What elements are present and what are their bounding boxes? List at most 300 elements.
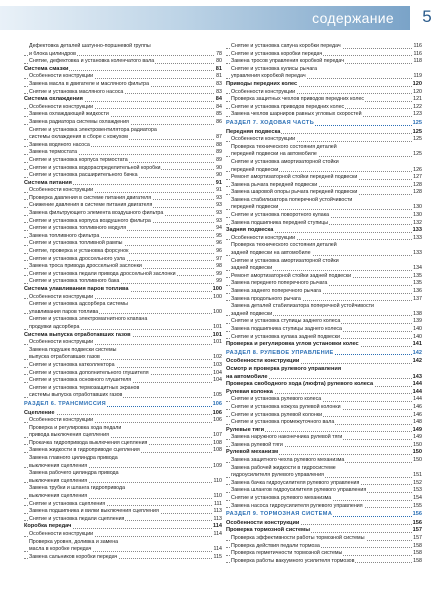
toc-entry-page: 128 xyxy=(413,189,422,196)
toc-section-entry[interactable] xyxy=(226,358,422,366)
toc-entry-page: 108 xyxy=(213,447,222,454)
toc-entry-page: 149 xyxy=(412,426,422,433)
toc-entry-page: 156 xyxy=(412,511,422,518)
toc-entry[interactable] xyxy=(24,432,222,440)
toc-entry-page: 98 xyxy=(216,263,222,270)
toc-entry-title: Проверка и регулировка углов установки колес xyxy=(226,341,359,348)
toc-entry[interactable] xyxy=(24,271,222,279)
toc-entry-title: Передняя подвеска xyxy=(226,128,281,135)
toc-entry-title: Система смазки xyxy=(24,65,69,72)
toc-entry[interactable] xyxy=(24,316,222,324)
toc-entry[interactable] xyxy=(24,218,222,226)
toc-entry-title: Замена рабочей жидкости в гидросистеме xyxy=(231,464,336,471)
toc-entry[interactable] xyxy=(226,58,422,66)
toc-entry-page: 125 xyxy=(412,128,422,135)
toc-entry-page: 113 xyxy=(213,508,222,515)
toc-entry-title: Снятие и установка дополнительного глушителя xyxy=(29,369,149,376)
toc-entry-title: Замена защитного чехла рулевого механизма xyxy=(231,457,345,464)
toc-section-entry[interactable] xyxy=(226,366,422,374)
toc-entry-title: Особенности конструкции xyxy=(29,73,94,80)
toc-entry-title: Снятие и установка сапуна коробки передач xyxy=(231,43,341,49)
toc-entry-title: Проверка защитных чехлов приводов передних колес xyxy=(231,96,365,103)
toc-entry-page: 90 xyxy=(216,164,222,171)
toc-entry-title: системы выпуска отработавших газов xyxy=(29,392,123,399)
toc-entry-page: 114 xyxy=(213,546,222,553)
toc-entry-page: 84 xyxy=(216,103,222,110)
toc-entry[interactable] xyxy=(226,174,422,182)
toc-entry-page: 123 xyxy=(413,111,422,118)
toc-entry-title: Снятие и установка кожуха рулевой колонки xyxy=(231,403,341,410)
toc-entry[interactable] xyxy=(24,240,222,248)
toc-entry-page: 133 xyxy=(413,250,422,257)
toc-entry[interactable] xyxy=(226,189,422,197)
toc-entry-title: передней подвески на автомобиле xyxy=(231,151,317,158)
toc-entry-page: 148 xyxy=(413,419,422,426)
toc-entry[interactable] xyxy=(226,273,422,281)
toc-entry-page: 125 xyxy=(412,119,422,126)
toc-entry-title: задней подвески xyxy=(231,265,273,272)
toc-entry[interactable] xyxy=(226,51,422,59)
toc-entry[interactable] xyxy=(226,487,422,495)
toc-entry-title: Снятие и установка приводов передних колес xyxy=(231,103,345,110)
toc-entry[interactable] xyxy=(226,144,422,152)
toc-entry[interactable] xyxy=(24,455,222,463)
toc-entry-title: Прокачка гидропривода выключения сцепления xyxy=(29,439,148,446)
toc-entry[interactable] xyxy=(226,197,422,205)
toc-entry-title: Снятие и установка топливного модуля xyxy=(29,225,127,232)
toc-entry[interactable] xyxy=(24,127,222,135)
toc-entry[interactable] xyxy=(24,354,222,362)
toc-entry[interactable] xyxy=(226,442,422,450)
toc-entry[interactable] xyxy=(226,311,422,319)
toc-section-entry[interactable] xyxy=(226,81,422,89)
toc-entry-title: Проверка герметичности тормозной системы xyxy=(231,550,343,557)
toc-entry-title: Замена жидкости в гидроприводе сцепления xyxy=(29,447,140,454)
toc-entry-title: выключения сцепления xyxy=(29,493,88,500)
toc-entry-page: 107 xyxy=(213,432,222,439)
toc-entry[interactable] xyxy=(24,485,222,493)
toc-entry-page: 103 xyxy=(213,361,222,368)
toc-entry-page: 135 xyxy=(413,280,422,287)
toc-entry-page: 100 xyxy=(212,286,222,292)
toc-entry[interactable] xyxy=(24,43,222,51)
toc-entry[interactable] xyxy=(226,465,422,473)
toc-entry-page: 101 xyxy=(212,331,222,338)
toc-section-entry[interactable] xyxy=(226,389,422,397)
toc-entry-page: 94 xyxy=(216,225,222,232)
toc-section-entry[interactable] xyxy=(226,341,422,349)
toc-entry-page: 78 xyxy=(216,50,222,57)
toc-entry[interactable] xyxy=(226,43,422,51)
toc-entry[interactable] xyxy=(24,119,222,127)
toc-entry[interactable] xyxy=(24,554,222,562)
toc-entry[interactable] xyxy=(24,195,222,203)
toc-entry[interactable] xyxy=(226,543,422,551)
toc-entry-title: Осмотр и проверка рулевого управления xyxy=(226,365,342,372)
toc-section-entry[interactable] xyxy=(226,520,422,528)
toc-section-entry[interactable] xyxy=(24,286,222,294)
toc-entry-page: 132 xyxy=(413,219,422,226)
toc-section-entry[interactable] xyxy=(226,374,422,382)
toc-entry-page: 113 xyxy=(213,515,222,522)
toc-entry-title: улавливания паров топлива xyxy=(29,308,99,315)
toc-chapter-heading[interactable] xyxy=(226,350,422,358)
toc-entry-page: 105 xyxy=(213,392,222,399)
toc-entry-page: 104 xyxy=(213,377,222,384)
toc-entry-page: 115 xyxy=(213,553,222,560)
toc-entry-page: 104 xyxy=(213,369,222,376)
toc-entry[interactable] xyxy=(24,440,222,448)
toc-entry[interactable] xyxy=(226,472,422,480)
toc-section-entry[interactable] xyxy=(226,129,422,137)
toc-entry[interactable] xyxy=(226,204,422,212)
toc-entry-page: 85 xyxy=(216,111,222,118)
toc-entry-page: 144 xyxy=(413,396,422,403)
toc-entry-title: Система выпуска отработавших газов xyxy=(24,331,131,338)
toc-entry[interactable] xyxy=(24,425,222,433)
toc-section-entry[interactable] xyxy=(24,332,222,340)
toc-chapter-heading[interactable] xyxy=(226,120,422,128)
toc-entry-title: Снятие и установка дроссельного узла xyxy=(29,255,125,262)
toc-entry[interactable] xyxy=(226,212,422,220)
toc-entry-title: РАЗДЕЛ 8. РУЛЕВОЕ УПРАВЛЕНИЕ xyxy=(226,349,334,356)
toc-entry-title: Замена трубки и шланга гидропривода xyxy=(29,485,126,492)
toc-entry[interactable] xyxy=(24,165,222,173)
toc-entry-title: РАЗДЕЛ 7. ХОДОВАЯ ЧАСТЬ xyxy=(226,119,315,126)
toc-entry-title: Задняя подвеска xyxy=(226,227,274,234)
toc-entry[interactable] xyxy=(226,159,422,167)
toc-entry[interactable] xyxy=(24,73,222,81)
toc-entry[interactable] xyxy=(24,309,222,317)
toc-entry-title: Снятие и установка корпуса термостата xyxy=(29,156,128,163)
toc-entry-title: Коробка передач xyxy=(24,523,72,530)
toc-entry-title: продувки адсорбера xyxy=(29,323,80,330)
toc-entry-title: Проверка технического состояния деталей xyxy=(231,242,337,249)
toc-entry-title: Замена шлангов гидроусилителя рулевого управления xyxy=(231,487,367,494)
toc-entry[interactable] xyxy=(226,250,422,258)
toc-entry-page: 100 xyxy=(213,293,222,300)
toc-entry-page: 150 xyxy=(413,457,422,464)
toc-entry[interactable] xyxy=(226,404,422,412)
toc-entry[interactable] xyxy=(226,66,422,74)
toc-entry[interactable] xyxy=(24,347,222,355)
toc-entry-page: 127 xyxy=(413,174,422,181)
toc-entry-page: 154 xyxy=(413,495,422,502)
toc-entry-title: Снятие и установка электромагнитного клапана xyxy=(29,316,148,323)
toc-entry-title: Замена подшипника передней ступицы xyxy=(231,219,329,226)
toc-entry-title: Замена радиатора системы охлаждения xyxy=(29,118,129,125)
toc-entry[interactable] xyxy=(24,370,222,378)
toc-entry-page: 130 xyxy=(413,204,422,211)
toc-entry-title: Снятие и установка адсорбера системы xyxy=(29,301,128,308)
toc-entry[interactable] xyxy=(226,167,422,175)
toc-left-column xyxy=(24,43,222,561)
toc-entry-page: 99 xyxy=(216,278,222,285)
toc-entry[interactable] xyxy=(226,419,422,427)
toc-entry[interactable] xyxy=(226,457,422,465)
toc-entry-title: Замена насоса гидроусилителя рулевого управления xyxy=(231,502,363,509)
toc-entry-page: 116 xyxy=(413,43,422,49)
toc-entry[interactable] xyxy=(24,256,222,264)
toc-entry[interactable] xyxy=(24,111,222,119)
toc-entry[interactable] xyxy=(226,151,422,159)
toc-entry-page: 120 xyxy=(413,88,422,95)
toc-section-entry[interactable] xyxy=(226,527,422,535)
toc-entry[interactable] xyxy=(24,324,222,332)
toc-entry-title: Снятие и установка коробки передач xyxy=(231,50,323,57)
toc-entry-title: гидроусилителя рулевого управления xyxy=(231,472,324,479)
toc-section-entry[interactable] xyxy=(226,381,422,389)
toc-entry-title: Система улавливания паров топлива xyxy=(24,286,129,292)
toc-entry[interactable] xyxy=(24,294,222,302)
toc-entry-page: 133 xyxy=(413,234,422,241)
toc-entry[interactable] xyxy=(226,434,422,442)
toc-entry[interactable] xyxy=(226,334,422,342)
toc-entry-title: выключения сцепления xyxy=(29,477,88,484)
toc-entry-page: 150 xyxy=(412,449,422,456)
toc-entry[interactable] xyxy=(24,301,222,309)
toc-entry[interactable] xyxy=(24,385,222,393)
toc-entry-title: Замена подушек подвески системы xyxy=(29,346,117,353)
toc-entry-page: 90 xyxy=(216,172,222,179)
toc-entry[interactable] xyxy=(226,318,422,326)
toc-entry-title: Снятие и установка катколлектора xyxy=(29,361,115,368)
toc-entry[interactable] xyxy=(24,501,222,509)
toc-entry[interactable] xyxy=(24,134,222,142)
toc-section-entry[interactable] xyxy=(24,96,222,104)
toc-entry-page: 120 xyxy=(412,80,422,87)
toc-entry-title: Дефектовка деталей шатунно-поршневой группы xyxy=(29,43,151,49)
toc-entry-page: 83 xyxy=(216,88,222,95)
toc-entry[interactable] xyxy=(24,362,222,370)
toc-entry-page: 121 xyxy=(413,96,422,103)
toc-entry-title: Снятие, проверка и установка форсунок xyxy=(29,248,129,255)
toc-entry-title: Особенности конструкции xyxy=(29,293,94,300)
toc-entry-page: 151 xyxy=(413,472,422,479)
toc-entry[interactable] xyxy=(24,233,222,241)
toc-entry[interactable] xyxy=(226,412,422,420)
toc-entry[interactable] xyxy=(24,187,222,195)
toc-entry-title: Проверка эффективности работы тормозной системы xyxy=(231,535,365,541)
toc-entry-title: Замена переднего поперечного рычага xyxy=(231,280,328,287)
toc-entry-title: Снижение давления в системе питания двигателя xyxy=(29,202,153,209)
toc-entry-title: Особенности конструкции xyxy=(29,531,94,537)
toc-entry-page: 142 xyxy=(412,349,422,356)
toc-entry-title: Замена подшипника и вилки выключения сцепления xyxy=(29,508,159,515)
toc-entry-page: 140 xyxy=(413,333,422,340)
toc-entry[interactable] xyxy=(226,182,422,190)
toc-entry-title: Рулевой механизм xyxy=(226,449,279,456)
toc-entry-page: 114 xyxy=(213,531,222,537)
toc-entry-title: Замена сальников коробки передач xyxy=(29,553,118,560)
toc-entry[interactable] xyxy=(226,89,422,97)
toc-entry[interactable] xyxy=(226,535,422,543)
toc-entry-title: Замена наружного наконечника рулевой тяги xyxy=(231,434,343,441)
toc-entry-page: 153 xyxy=(413,487,422,494)
toc-entry-title: Снятие и установка топливного бака xyxy=(29,278,120,285)
toc-entry[interactable] xyxy=(24,142,222,150)
toc-entry-page: 157 xyxy=(413,535,422,541)
toc-entry[interactable] xyxy=(24,210,222,218)
toc-entry-title: Особенности конструкции xyxy=(29,103,94,110)
toc-entry-page: 125 xyxy=(413,151,422,158)
toc-entry[interactable] xyxy=(226,503,422,511)
toc-entry-title: Замена бачка гидроусилителя рулевого управления xyxy=(231,479,360,486)
toc-entry-title: Снятие и установка основного глушителя xyxy=(29,377,132,384)
toc-entry-page: 93 xyxy=(216,202,222,209)
toc-entry[interactable] xyxy=(24,463,222,471)
toc-entry[interactable] xyxy=(226,396,422,404)
toc-entry-title: выпуска отработавших газов xyxy=(29,354,100,361)
toc-entry-title: Особенности конструкции xyxy=(231,234,296,241)
toc-entry-title: Снятие и установка кулака задней подвески xyxy=(231,333,340,340)
toc-entry-title: Замена стабилизатора поперечной устойчивости xyxy=(231,196,353,203)
toc-entry-title: Снятие и установка водораспределительной коробки xyxy=(29,164,161,171)
toc-entry[interactable] xyxy=(24,263,222,271)
toc-entry[interactable] xyxy=(226,480,422,488)
toc-entry[interactable] xyxy=(24,531,222,539)
toc-section-entry[interactable] xyxy=(24,523,222,531)
toc-chapter-heading[interactable] xyxy=(24,401,222,409)
toc-entry[interactable] xyxy=(226,303,422,311)
toc-entry-title: Замена фильтрующего элемента воздушного фильтра xyxy=(29,210,164,217)
toc-entry-page: 111 xyxy=(213,500,222,507)
toc-entry-page: 119 xyxy=(413,73,422,80)
toc-entry[interactable] xyxy=(24,417,222,425)
toc-entry-page: 152 xyxy=(413,479,422,486)
toc-entry[interactable] xyxy=(226,288,422,296)
toc-entry[interactable] xyxy=(24,157,222,165)
toc-section-entry[interactable] xyxy=(226,427,422,435)
toc-entry-title: Замена рулевой тяги xyxy=(231,441,283,448)
toc-entry-page: 108 xyxy=(213,439,222,446)
toc-entry[interactable] xyxy=(24,248,222,256)
toc-entry-title: Снятие и установка педали привода дроссельной заслонки xyxy=(29,270,176,277)
toc-entry-page: 138 xyxy=(413,310,422,317)
toc-entry-title: на автомобиле xyxy=(226,373,268,380)
toc-entry-page: 141 xyxy=(412,341,422,348)
toc-entry[interactable] xyxy=(24,149,222,157)
toc-entry-title: Проверка действия педали тормоза xyxy=(231,542,320,549)
toc-entry-title: Особенности конструкции xyxy=(29,187,94,194)
toc-section-entry[interactable] xyxy=(24,66,222,74)
toc-entry[interactable] xyxy=(24,172,222,180)
toc-entry-title: Замена продольного рычага xyxy=(231,295,301,302)
toc-entry-title: Замена деталей стабилизатора поперечной устойчивости xyxy=(231,303,375,310)
toc-entry-title: Система охлаждения xyxy=(24,96,83,103)
toc-entry[interactable] xyxy=(24,225,222,233)
toc-entry[interactable] xyxy=(24,493,222,501)
toc-entry-title: Особенности конструкции xyxy=(231,88,296,95)
toc-chapter-heading[interactable] xyxy=(226,511,422,519)
toc-entry-title: Замена чехлов шарниров равных угловых скоростей xyxy=(231,111,362,118)
toc-entry[interactable] xyxy=(226,96,422,104)
toc-entry[interactable] xyxy=(24,377,222,385)
toc-entry-page: 134 xyxy=(413,265,422,272)
toc-entry-page: 114 xyxy=(212,523,222,530)
toc-section-entry[interactable] xyxy=(226,449,422,457)
toc-entry[interactable] xyxy=(24,516,222,524)
toc-entry-title: Проверка технического состояния деталей xyxy=(231,143,337,150)
toc-entry[interactable] xyxy=(226,235,422,243)
toc-entry[interactable] xyxy=(24,478,222,486)
toc-entry-page: 100 xyxy=(213,308,222,315)
toc-entry-page: 89 xyxy=(216,156,222,163)
toc-entry[interactable] xyxy=(226,220,422,228)
toc-entry-page: 158 xyxy=(413,542,422,549)
toc-entry[interactable] xyxy=(24,447,222,455)
page-number: 5 xyxy=(412,0,442,34)
toc-entry[interactable] xyxy=(24,81,222,89)
toc-entry[interactable] xyxy=(24,470,222,478)
toc-entry-page: 96 xyxy=(216,248,222,255)
toc-entry-title: Особенности конструкции xyxy=(226,358,300,365)
toc-entry-page: 155 xyxy=(413,502,422,509)
toc-entry[interactable] xyxy=(226,242,422,250)
toc-entry-page: 149 xyxy=(413,434,422,441)
toc-entry[interactable] xyxy=(24,508,222,516)
toc-entry-title: Снятие и установка рулевого механизма xyxy=(231,495,332,502)
toc-entry-page: 140 xyxy=(413,325,422,332)
toc-entry[interactable] xyxy=(226,111,422,119)
toc-entry[interactable] xyxy=(226,296,422,304)
toc-entry-page: 91 xyxy=(216,187,222,194)
toc-entry-page: 83 xyxy=(216,80,222,87)
toc-section-entry[interactable] xyxy=(24,180,222,188)
toc-entry[interactable] xyxy=(24,51,222,59)
toc-entry[interactable] xyxy=(226,104,422,112)
toc-entry-page: 110 xyxy=(213,493,222,500)
toc-entry[interactable] xyxy=(24,89,222,97)
toc-entry[interactable] xyxy=(24,278,222,286)
toc-entry-title: Замена рычага передней подвески xyxy=(231,181,318,188)
toc-entry[interactable] xyxy=(24,546,222,554)
toc-entry[interactable] xyxy=(226,550,422,558)
toc-entry-page: 136 xyxy=(413,288,422,294)
toc-entry-page: 142 xyxy=(412,358,422,365)
toc-entry-page: 133 xyxy=(412,227,422,234)
toc-section-entry[interactable] xyxy=(24,410,222,418)
toc-section-entry[interactable] xyxy=(226,227,422,235)
toc-entry-page: 128 xyxy=(413,181,422,188)
toc-entry[interactable] xyxy=(24,202,222,210)
toc-entry[interactable] xyxy=(24,392,222,400)
toc-entry-page: 88 xyxy=(216,141,222,148)
toc-entry-page: 93 xyxy=(216,210,222,217)
toc-entry-page: 97 xyxy=(216,255,222,262)
toc-entry[interactable] xyxy=(226,136,422,144)
toc-entry[interactable] xyxy=(24,539,222,547)
toc-entry-title: управления коробкой передач xyxy=(231,73,306,80)
toc-entry-title: Замена подшипника ступицы заднего колеса xyxy=(231,325,343,332)
toc-entry-page: 101 xyxy=(213,339,222,346)
toc-entry-title: передней подвески xyxy=(231,204,279,211)
toc-entry[interactable] xyxy=(226,495,422,503)
toc-entry-title: Проверка уровня, доливка и замена xyxy=(29,538,119,545)
toc-entry[interactable] xyxy=(24,58,222,66)
toc-entry[interactable] xyxy=(226,265,422,273)
toc-entry[interactable] xyxy=(24,104,222,112)
toc-entry[interactable] xyxy=(226,73,422,81)
toc-entry-page: 130 xyxy=(413,212,422,219)
toc-entry-page: 80 xyxy=(216,58,222,65)
toc-entry[interactable] xyxy=(226,326,422,334)
toc-entry-page: 106 xyxy=(212,409,222,416)
toc-entry[interactable] xyxy=(226,280,422,288)
toc-entry[interactable] xyxy=(226,558,422,566)
toc-entry[interactable] xyxy=(226,258,422,266)
toc-entry[interactable] xyxy=(24,339,222,347)
